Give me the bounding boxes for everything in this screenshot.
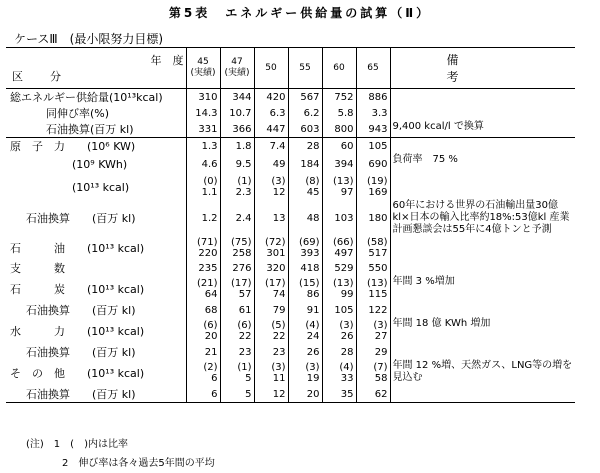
cell-value: 29 (356, 344, 390, 360)
cell-value: 13 (254, 200, 288, 236)
year-55: 55 (288, 48, 322, 89)
cell-value: 62 (356, 386, 390, 403)
row-note (390, 236, 575, 260)
cell-value: (17) 74 (254, 276, 288, 302)
cell-value: 6.2 (288, 105, 322, 121)
cell-value: 7.4 (254, 138, 288, 155)
table-row (6, 360, 575, 386)
cell-value: 550 (356, 260, 390, 276)
cell-value: 886 (356, 89, 390, 105)
cell-value: 420 (254, 89, 288, 105)
cell-value: (3) 26 (322, 318, 356, 344)
cell-value: (13) 97 (322, 174, 356, 200)
cell-value: 49 (254, 154, 288, 174)
year-60: 60 (322, 48, 356, 89)
table-row (6, 236, 575, 260)
table-title: 第5表 エネルギー供給量の試算（Ⅱ） (168, 6, 432, 20)
cell-value: (0) 1.1 (186, 174, 220, 200)
row-label: (10⁹ KWh) (72, 157, 128, 171)
row-note (390, 386, 575, 403)
cell-value: 344 (220, 89, 254, 105)
cell-value: (5) 22 (254, 318, 288, 344)
cell-value: 20 (288, 386, 322, 403)
row-label: 水 力 (10¹³ kcal) (10, 325, 145, 338)
cell-value: 235 (186, 260, 220, 276)
table-row (6, 260, 575, 276)
table-row (6, 105, 575, 121)
cell-value: 10.7 (220, 105, 254, 121)
table-row (6, 276, 575, 302)
cell-value: 14.3 (186, 105, 220, 121)
row-note (390, 344, 575, 360)
footnote-2: 2 伸び率は各々過去5年間の平均 (62, 458, 215, 469)
row-note: 60年における世界の石油輸出量30億kl×日本の輸入比率約18%:53億kl 産業計画懇談会は55年に4億トンと予測 (390, 200, 575, 236)
row-note (390, 105, 575, 121)
cell-value: (3) 12 (254, 174, 288, 200)
cell-value: 752 (322, 89, 356, 105)
table-row (6, 302, 575, 318)
row-note (390, 138, 575, 155)
row-note: 年間 3 %増加 (390, 276, 575, 302)
row-label: 石油換算 (百万 kl) (6, 386, 186, 403)
row-note (390, 260, 575, 276)
year-label: 年 度 (150, 54, 184, 67)
row-label: 同伸び率(%) (46, 107, 110, 120)
header-label-cell (6, 48, 186, 89)
category-label: 区 分 (12, 70, 69, 83)
cell-value: 91 (288, 302, 322, 318)
cell-value: 331 (186, 121, 220, 138)
cell-value: 567 (288, 89, 322, 105)
row-label: 石 炭 (10¹³ kcal) (10, 283, 145, 296)
cell-value: (7) 58 (356, 360, 390, 386)
cell-value: (19) 169 (356, 174, 390, 200)
row-label: 支 数 (10, 262, 65, 275)
cell-value: 529 (322, 260, 356, 276)
table-row (6, 200, 575, 236)
cell-value: 690 (356, 154, 390, 174)
cell-value: 1.2 (186, 200, 220, 236)
table-row (6, 174, 575, 200)
cell-value: 1.8 (220, 138, 254, 155)
year-65: 65 (356, 48, 390, 89)
row-label: そ の 他 (10¹³ kcal) (10, 367, 145, 380)
table-row (6, 318, 575, 344)
table-row (6, 89, 575, 105)
cell-value: 418 (288, 260, 322, 276)
cell-value: (13) 115 (356, 276, 390, 302)
cell-value: 180 (356, 200, 390, 236)
cell-value: (69) 393 (288, 236, 322, 260)
cell-value: (4) 24 (288, 318, 322, 344)
cell-value: 68 (186, 302, 220, 318)
cell-value: (8) 45 (288, 174, 322, 200)
cell-value: 2.4 (220, 200, 254, 236)
cell-value: 184 (288, 154, 322, 174)
row-label: (10¹³ kcal) (72, 180, 130, 194)
cell-value: 4.6 (186, 154, 220, 174)
cell-value: 447 (254, 121, 288, 138)
year-47: 47 (実績) (220, 48, 254, 89)
supply-table-body (6, 89, 575, 403)
cell-value: 60 (322, 138, 356, 155)
cell-value: 21 (186, 344, 220, 360)
cell-value: 105 (356, 138, 390, 155)
cell-value: 3.3 (356, 105, 390, 121)
row-note (390, 302, 575, 318)
cell-value: 28 (288, 138, 322, 155)
cell-value: 48 (288, 200, 322, 236)
cell-value: 603 (288, 121, 322, 138)
cell-value: (21) 64 (186, 276, 220, 302)
cell-value: 23 (254, 344, 288, 360)
cell-value: (3) 27 (356, 318, 390, 344)
row-label: 石 油 (10¹³ kcal) (10, 242, 145, 255)
row-note (390, 174, 575, 200)
footnote-1: (注) 1 ( )内は比率 (26, 439, 128, 450)
row-label: 原 子 力 (10⁶ KW) (6, 138, 186, 155)
cell-value: 276 (220, 260, 254, 276)
cell-value: 103 (322, 200, 356, 236)
cell-value: (1) 5 (220, 360, 254, 386)
cell-value: (15) 86 (288, 276, 322, 302)
cell-value: 5 (220, 386, 254, 403)
table-row (6, 121, 575, 138)
cell-value: (3) 11 (254, 360, 288, 386)
row-label: 石油換算 (百万 kl) (26, 346, 136, 359)
row-note: 年間 18 億 KWh 増加 (390, 318, 575, 344)
cell-value: 105 (322, 302, 356, 318)
cell-value: 35 (322, 386, 356, 403)
table-row (6, 386, 575, 403)
note-header: 備 考 (390, 48, 575, 89)
row-note: 9,400 kcal/l で換算 (390, 121, 575, 138)
cell-value: (3) 19 (288, 360, 322, 386)
cell-value: 394 (322, 154, 356, 174)
cell-value: 6 (186, 386, 220, 403)
cell-value: (13) 99 (322, 276, 356, 302)
cell-value: 28 (322, 344, 356, 360)
table-row (6, 344, 575, 360)
row-note: 負荷率 75 % (390, 154, 575, 174)
cell-value: 26 (288, 344, 322, 360)
table-row (6, 154, 575, 174)
cell-value: 1.3 (186, 138, 220, 155)
row-note (390, 89, 575, 105)
cell-value: (4) 33 (322, 360, 356, 386)
row-label: 石油換算(百万 kl) (46, 123, 134, 136)
header-row (6, 48, 575, 89)
row-note: 年間 12 %増、天然ガス、LNG等の増を見込む (390, 360, 575, 386)
cell-value: 122 (356, 302, 390, 318)
cell-value: 800 (322, 121, 356, 138)
cell-value: (17) 57 (220, 276, 254, 302)
row-label: 総エネルギー供給量(10¹³kcal) (10, 91, 163, 104)
cell-value: 23 (220, 344, 254, 360)
row-label: 石油換算 (百万 kl) (26, 212, 136, 225)
cell-value: 366 (220, 121, 254, 138)
cell-value: 310 (186, 89, 220, 105)
cell-value: 61 (220, 302, 254, 318)
cell-value: (6) 22 (220, 318, 254, 344)
cell-value: (75) 258 (220, 236, 254, 260)
cell-value: 79 (254, 302, 288, 318)
cell-value: (72) 301 (254, 236, 288, 260)
table-row (6, 138, 575, 155)
case-label: ケースⅢ (最小限努力目標) (14, 32, 164, 46)
cell-value: (58) 517 (356, 236, 390, 260)
cell-value: 320 (254, 260, 288, 276)
supply-table (6, 47, 591, 89)
cell-value: 5.8 (322, 105, 356, 121)
cell-value: 9.5 (220, 154, 254, 174)
cell-value: 6.3 (254, 105, 288, 121)
cell-value: (2) 6 (186, 360, 220, 386)
cell-value: (66) 497 (322, 236, 356, 260)
year-50: 50 (254, 48, 288, 89)
cell-value: (71) 220 (186, 236, 220, 260)
cell-value: 943 (356, 121, 390, 138)
cell-value: (6) 20 (186, 318, 220, 344)
year-45: 45 (実績) (186, 48, 220, 89)
row-label: 石油換算 (百万 kl) (26, 304, 136, 317)
cell-value: 12 (254, 386, 288, 403)
cell-value: (1) 2.3 (220, 174, 254, 200)
